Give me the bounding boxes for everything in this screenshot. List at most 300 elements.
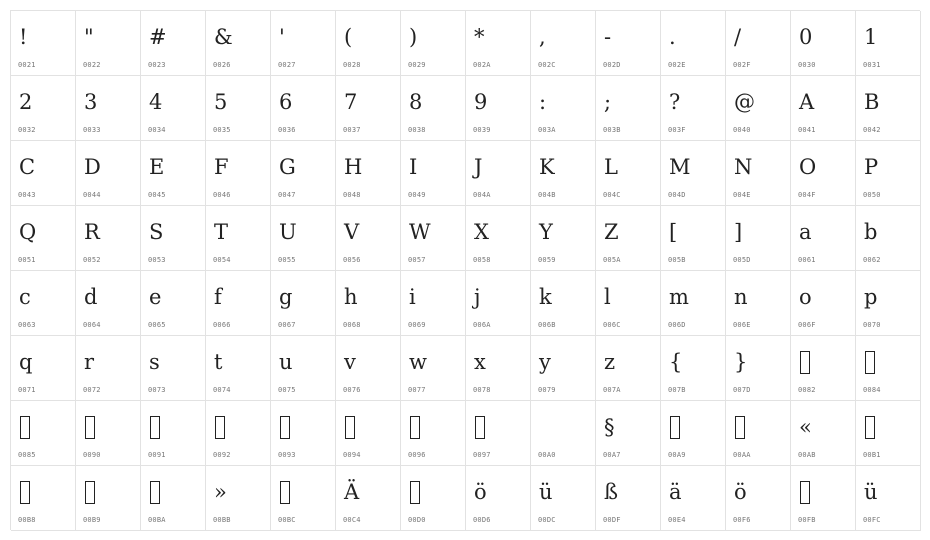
glyph-cell [206, 141, 271, 206]
glyph-sample: 3 [84, 90, 98, 114]
glyph-cell [271, 141, 336, 206]
glyph-codepoint: 0085 [18, 451, 36, 459]
missing-glyph-box [345, 416, 355, 439]
glyph-cell [76, 401, 141, 466]
glyph-sample: » [214, 480, 227, 504]
glyph-sample: g [279, 285, 293, 309]
glyph-sample: ü [539, 480, 553, 504]
glyph-cell [401, 336, 466, 401]
glyph-sample: A [799, 90, 815, 114]
glyph-cell [466, 206, 531, 271]
glyph-codepoint: 0032 [18, 126, 36, 134]
glyph-codepoint: 0051 [18, 256, 36, 264]
glyph-codepoint: 00AB [798, 451, 816, 459]
glyph-sample: @ [734, 90, 755, 114]
glyph-sample: S [149, 220, 164, 244]
glyph-cell [11, 336, 76, 401]
glyph-cell [726, 466, 791, 531]
glyph-cell [466, 141, 531, 206]
glyph-cell [856, 11, 921, 76]
glyph-cell [401, 11, 466, 76]
glyph-sample: 6 [279, 90, 293, 114]
glyph-sample: k [539, 285, 552, 309]
glyph-codepoint: 004D [668, 191, 686, 199]
glyph-cell [11, 466, 76, 531]
glyph-codepoint: 0077 [408, 386, 426, 394]
glyph-codepoint: 002D [603, 61, 621, 69]
glyph-cell [336, 336, 401, 401]
glyph-cell [76, 271, 141, 336]
glyph-codepoint: 0093 [278, 451, 296, 459]
missing-glyph-box [410, 416, 420, 439]
glyph-codepoint: 0092 [213, 451, 231, 459]
glyph-cell [791, 271, 856, 336]
glyph-cell [336, 76, 401, 141]
glyph-cell [531, 271, 596, 336]
glyph-cell [401, 271, 466, 336]
glyph-cell [11, 76, 76, 141]
glyph-sample: b [864, 220, 878, 244]
glyph-codepoint: 00A0 [538, 451, 556, 459]
glyph-sample: a [799, 220, 812, 244]
glyph-codepoint: 0090 [83, 451, 101, 459]
glyph-sample: l [604, 285, 611, 309]
glyph-cell [726, 76, 791, 141]
glyph-cell [76, 206, 141, 271]
glyph-cell [141, 466, 206, 531]
glyph-cell [11, 271, 76, 336]
glyph-cell [76, 466, 141, 531]
missing-glyph-box [865, 351, 875, 374]
glyph-codepoint: 005B [668, 256, 686, 264]
glyph-sample: c [19, 285, 31, 309]
glyph-cell [466, 466, 531, 531]
glyph-cell [596, 336, 661, 401]
glyph-codepoint: 002E [668, 61, 686, 69]
glyph-codepoint: 0056 [343, 256, 361, 264]
glyph-sample: B [864, 90, 880, 114]
glyph-codepoint: 0074 [213, 386, 231, 394]
glyph-codepoint: 007A [603, 386, 621, 394]
glyph-cell [76, 11, 141, 76]
glyph-cell [141, 271, 206, 336]
glyph-sample: d [84, 285, 98, 309]
glyph-sample: P [864, 155, 879, 179]
glyph-sample: 4 [149, 90, 163, 114]
glyph-cell [76, 76, 141, 141]
glyph-sample: D [84, 155, 101, 179]
glyph-codepoint: 0065 [148, 321, 166, 329]
glyph-cell [11, 141, 76, 206]
glyph-cell [531, 11, 596, 76]
glyph-codepoint: 0061 [798, 256, 816, 264]
glyph-sample: " [84, 25, 94, 49]
glyph-sample: . [669, 25, 676, 49]
glyph-sample: Z [604, 220, 619, 244]
glyph-codepoint: 0059 [538, 256, 556, 264]
glyph-codepoint: 0034 [148, 126, 166, 134]
glyph-sample: u [279, 350, 293, 374]
glyph-codepoint: 004C [603, 191, 621, 199]
missing-glyph-box [865, 416, 875, 439]
glyph-cell [206, 401, 271, 466]
glyph-codepoint: 0030 [798, 61, 816, 69]
glyph-cell [856, 271, 921, 336]
glyph-cell [206, 466, 271, 531]
glyph-codepoint: 00D6 [473, 516, 491, 524]
glyph-codepoint: 00BB [213, 516, 231, 524]
glyph-codepoint: 003A [538, 126, 556, 134]
glyph-sample: 1 [864, 25, 878, 49]
glyph-codepoint: 004B [538, 191, 556, 199]
glyph-codepoint: 007D [733, 386, 751, 394]
glyph-sample: h [344, 285, 358, 309]
glyph-sample: X [474, 220, 489, 244]
glyph-sample: ü [864, 480, 878, 504]
glyph-sample: U [279, 220, 297, 244]
glyph-cell [206, 11, 271, 76]
glyph-sample: j [474, 285, 481, 309]
glyph-cell [596, 11, 661, 76]
glyph-cell [206, 271, 271, 336]
glyph-sample: ( [344, 25, 353, 49]
glyph-codepoint: 0036 [278, 126, 296, 134]
glyph-sample: L [604, 155, 618, 179]
glyph-sample: , [539, 25, 546, 49]
glyph-cell [336, 11, 401, 76]
glyph-sample: { [669, 350, 683, 374]
glyph-sample: : [539, 90, 547, 114]
glyph-cell [141, 11, 206, 76]
glyph-cell [531, 206, 596, 271]
glyph-sample: Y [539, 220, 553, 244]
glyph-cell [401, 141, 466, 206]
glyph-codepoint: 002F [733, 61, 751, 69]
glyph-cell [531, 466, 596, 531]
glyph-sample: ö [474, 480, 487, 504]
glyph-codepoint: 0023 [148, 61, 166, 69]
glyph-codepoint: 00FB [798, 516, 816, 524]
glyph-sample: ? [669, 90, 681, 114]
glyph-sample: O [799, 155, 817, 179]
glyph-codepoint: 0091 [148, 451, 166, 459]
glyph-sample: e [149, 285, 162, 309]
glyph-sample: s [149, 350, 160, 374]
glyph-codepoint: 00FC [863, 516, 881, 524]
glyph-sample: i [409, 285, 416, 309]
glyph-cell [271, 336, 336, 401]
glyph-sample: Q [19, 220, 37, 244]
glyph-codepoint: 006B [538, 321, 556, 329]
glyph-codepoint: 0035 [213, 126, 231, 134]
glyph-cell [271, 401, 336, 466]
glyph-sample: 2 [19, 90, 33, 114]
glyph-codepoint: 0026 [213, 61, 231, 69]
glyph-codepoint: 00B1 [863, 451, 881, 459]
glyph-sample: ' [279, 25, 285, 49]
glyph-cell [596, 76, 661, 141]
glyph-cell [466, 76, 531, 141]
glyph-codepoint: 00DF [603, 516, 621, 524]
glyph-cell [531, 336, 596, 401]
glyph-codepoint: 0028 [343, 61, 361, 69]
glyph-codepoint: 0064 [83, 321, 101, 329]
glyph-cell [596, 206, 661, 271]
glyph-cell [661, 206, 726, 271]
glyph-codepoint: 00A9 [668, 451, 686, 459]
glyph-codepoint: 0021 [18, 61, 36, 69]
glyph-cell [206, 206, 271, 271]
glyph-cell [856, 206, 921, 271]
glyph-codepoint: 00D0 [408, 516, 426, 524]
glyph-codepoint: 0048 [343, 191, 361, 199]
glyph-sample: ) [409, 25, 418, 49]
glyph-sample: ß [604, 480, 619, 504]
glyph-cell [661, 271, 726, 336]
glyph-codepoint: 0037 [343, 126, 361, 134]
glyph-cell [531, 401, 596, 466]
glyph-codepoint: 0039 [473, 126, 491, 134]
glyph-cell [661, 336, 726, 401]
glyph-cell [726, 206, 791, 271]
glyph-sample: ; [604, 90, 612, 114]
glyph-codepoint: 0097 [473, 451, 491, 459]
glyph-codepoint: 00BA [148, 516, 166, 524]
missing-glyph-box [670, 416, 680, 439]
glyph-codepoint: 0043 [18, 191, 36, 199]
glyph-sample: H [344, 155, 363, 179]
glyph-codepoint: 00C4 [343, 516, 361, 524]
glyph-codepoint: 0096 [408, 451, 426, 459]
glyph-sample: V [344, 220, 360, 244]
glyph-cell [661, 466, 726, 531]
glyph-codepoint: 0068 [343, 321, 361, 329]
glyph-cell [271, 206, 336, 271]
glyph-sample: ä [669, 480, 682, 504]
glyph-codepoint: 003B [603, 126, 621, 134]
glyph-sample: } [734, 350, 748, 374]
glyph-codepoint: 0070 [863, 321, 881, 329]
glyph-cell [466, 271, 531, 336]
missing-glyph-box [20, 481, 30, 504]
glyph-cell [856, 141, 921, 206]
glyph-sample: § [604, 415, 615, 439]
glyph-sample: ö [734, 480, 747, 504]
missing-glyph-box [85, 481, 95, 504]
glyph-sample: o [799, 285, 812, 309]
glyph-sample: 5 [214, 90, 228, 114]
missing-glyph-box [280, 481, 290, 504]
glyph-cell [141, 76, 206, 141]
glyph-cell [271, 271, 336, 336]
glyph-sample: R [84, 220, 100, 244]
glyph-sample: C [19, 155, 36, 179]
glyph-codepoint: 006C [603, 321, 621, 329]
glyph-cell [466, 11, 531, 76]
glyph-sample: m [669, 285, 689, 309]
glyph-sample: z [604, 350, 616, 374]
glyph-codepoint: 0075 [278, 386, 296, 394]
glyph-codepoint: 007B [668, 386, 686, 394]
glyph-codepoint: 0062 [863, 256, 881, 264]
glyph-sample: x [474, 350, 486, 374]
glyph-codepoint: 0046 [213, 191, 231, 199]
glyph-codepoint: 00AA [733, 451, 751, 459]
glyph-codepoint: 005D [733, 256, 751, 264]
missing-glyph-box [800, 481, 810, 504]
glyph-codepoint: 0047 [278, 191, 296, 199]
glyph-sample: « [799, 415, 812, 439]
glyph-sample: I [409, 155, 418, 179]
glyph-cell [726, 11, 791, 76]
glyph-codepoint: 0054 [213, 256, 231, 264]
glyph-cell [791, 401, 856, 466]
glyph-codepoint: 0057 [408, 256, 426, 264]
glyph-cell [726, 401, 791, 466]
glyph-cell [661, 141, 726, 206]
glyph-codepoint: 0045 [148, 191, 166, 199]
glyph-cell [76, 141, 141, 206]
glyph-sample: r [84, 350, 95, 374]
glyph-cell [661, 76, 726, 141]
glyph-codepoint: 0084 [863, 386, 881, 394]
glyph-sample: * [474, 25, 485, 49]
glyph-codepoint: 0079 [538, 386, 556, 394]
glyph-cell [271, 76, 336, 141]
glyph-codepoint: 006F [798, 321, 816, 329]
glyph-cell [596, 271, 661, 336]
glyph-cell [401, 206, 466, 271]
missing-glyph-box [150, 481, 160, 504]
missing-glyph-box [280, 416, 290, 439]
glyph-codepoint: 0067 [278, 321, 296, 329]
glyph-cell [336, 466, 401, 531]
glyph-cell [401, 466, 466, 531]
glyph-cell [791, 336, 856, 401]
glyph-codepoint: 0073 [148, 386, 166, 394]
glyph-grid [10, 10, 920, 530]
glyph-sample: # [149, 25, 167, 49]
glyph-codepoint: 0031 [863, 61, 881, 69]
glyph-cell [336, 206, 401, 271]
glyph-sample: J [474, 155, 483, 179]
glyph-cell [336, 271, 401, 336]
glyph-sample: & [214, 25, 233, 49]
glyph-codepoint: 0076 [343, 386, 361, 394]
glyph-cell [206, 336, 271, 401]
glyph-cell [11, 11, 76, 76]
glyph-sample: 9 [474, 90, 488, 114]
glyph-cell [596, 466, 661, 531]
glyph-cell [336, 141, 401, 206]
glyph-codepoint: 0044 [83, 191, 101, 199]
glyph-codepoint: 0078 [473, 386, 491, 394]
glyph-sample: 8 [409, 90, 423, 114]
glyph-codepoint: 0058 [473, 256, 491, 264]
glyph-cell [661, 11, 726, 76]
glyph-cell [401, 401, 466, 466]
glyph-sample: N [734, 155, 753, 179]
missing-glyph-box [20, 416, 30, 439]
glyph-codepoint: 0082 [798, 386, 816, 394]
glyph-codepoint: 00A7 [603, 451, 621, 459]
missing-glyph-box [215, 416, 225, 439]
glyph-cell [336, 401, 401, 466]
glyph-codepoint: 003F [668, 126, 686, 134]
glyph-codepoint: 002A [473, 61, 491, 69]
glyph-codepoint: 0041 [798, 126, 816, 134]
glyph-cell [661, 401, 726, 466]
glyph-cell [141, 206, 206, 271]
glyph-codepoint: 0055 [278, 256, 296, 264]
glyph-cell [466, 401, 531, 466]
glyph-codepoint: 0066 [213, 321, 231, 329]
glyph-codepoint: 00B9 [83, 516, 101, 524]
glyph-cell [856, 76, 921, 141]
glyph-cell [271, 11, 336, 76]
glyph-sample: y [539, 350, 551, 374]
glyph-sample: M [669, 155, 691, 179]
glyph-codepoint: 0027 [278, 61, 296, 69]
glyph-codepoint: 00B8 [18, 516, 36, 524]
glyph-cell [791, 11, 856, 76]
glyph-sample: v [344, 350, 356, 374]
glyph-sample: / [734, 25, 742, 49]
glyph-sample: F [214, 155, 229, 179]
glyph-codepoint: 0094 [343, 451, 361, 459]
glyph-codepoint: 0072 [83, 386, 101, 394]
glyph-cell [856, 336, 921, 401]
glyph-codepoint: 0063 [18, 321, 36, 329]
glyph-codepoint: 0050 [863, 191, 881, 199]
glyph-cell [206, 76, 271, 141]
glyph-sample: w [409, 350, 427, 374]
glyph-codepoint: 0022 [83, 61, 101, 69]
glyph-sample: f [214, 285, 222, 309]
glyph-sample: - [604, 25, 612, 49]
glyph-codepoint: 00F6 [733, 516, 751, 524]
glyph-codepoint: 006D [668, 321, 686, 329]
glyph-cell [531, 141, 596, 206]
glyph-cell [791, 141, 856, 206]
glyph-sample: 7 [344, 90, 358, 114]
glyph-sample: n [734, 285, 748, 309]
glyph-sample: K [539, 155, 555, 179]
glyph-cell [11, 206, 76, 271]
glyph-codepoint: 0069 [408, 321, 426, 329]
glyph-codepoint: 0053 [148, 256, 166, 264]
glyph-sample: [ [669, 220, 678, 244]
glyph-cell [791, 466, 856, 531]
glyph-cell [271, 466, 336, 531]
missing-glyph-box [475, 416, 485, 439]
glyph-sample: T [214, 220, 229, 244]
glyph-codepoint: 0052 [83, 256, 101, 264]
glyph-cell [856, 466, 921, 531]
glyph-codepoint: 00DC [538, 516, 556, 524]
glyph-codepoint: 002C [538, 61, 556, 69]
glyph-cell [141, 401, 206, 466]
glyph-codepoint: 004F [798, 191, 816, 199]
glyph-cell [791, 206, 856, 271]
glyph-codepoint: 004A [473, 191, 491, 199]
glyph-sample: ] [734, 220, 743, 244]
glyph-cell [401, 76, 466, 141]
glyph-codepoint: 00BC [278, 516, 296, 524]
glyph-sample: G [279, 155, 296, 179]
glyph-sample: p [864, 285, 878, 309]
glyph-codepoint: 0038 [408, 126, 426, 134]
